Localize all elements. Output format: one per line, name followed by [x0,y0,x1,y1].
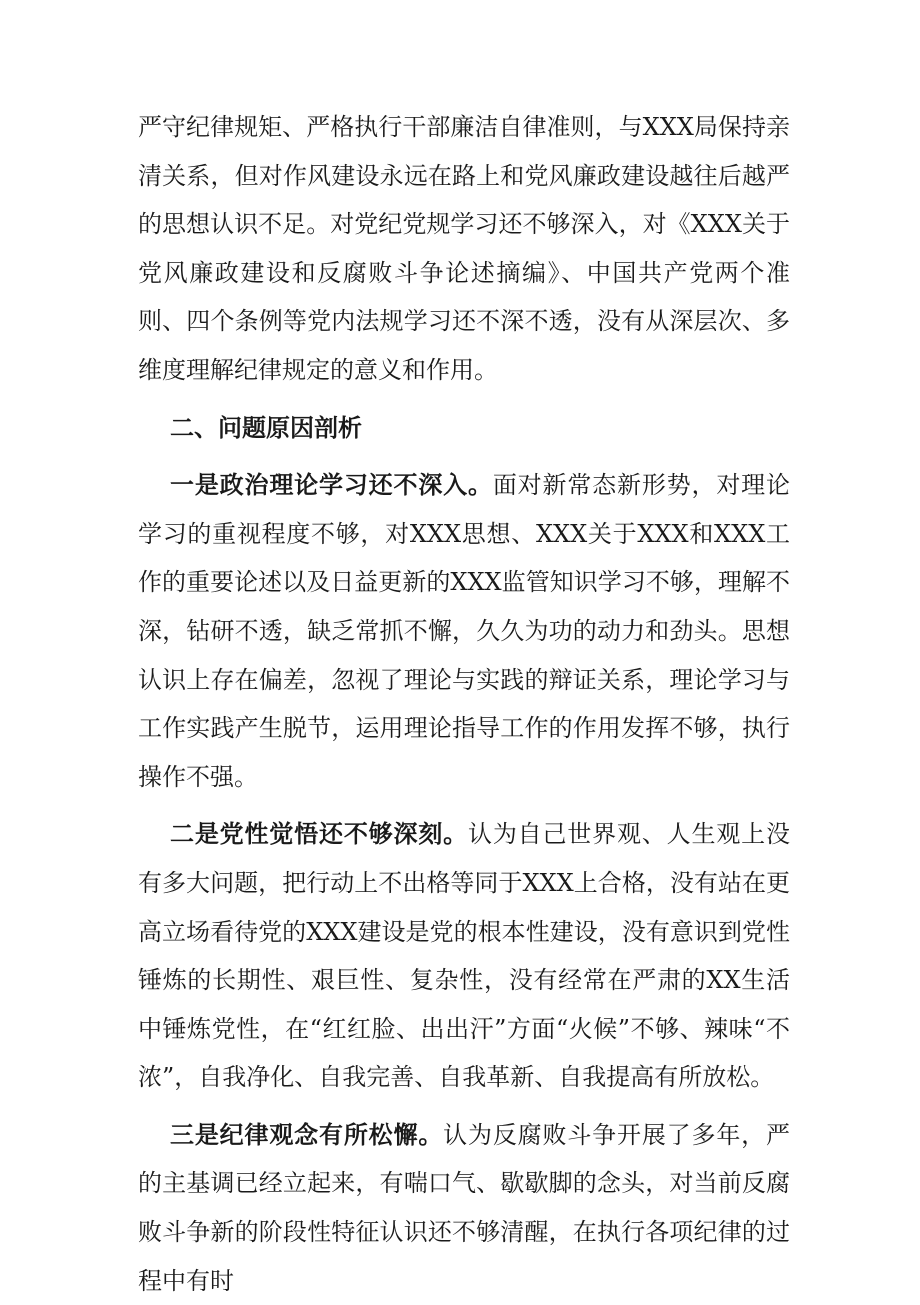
document-body [138,103,790,1305]
point-lead-1: 一是政治理论学习还不深入。 [170,471,493,500]
point-paragraph-1 [138,461,790,801]
point-paragraph-2 [138,810,790,1102]
point-body-2: 认为自己世界观、人生观上没有多大问题，把行动上不出格等同于XXX上合格，没有站在更高立场看待党的XXX建设是党的根本性建设，没有意识到党性锤炼的长期性、艰巨性、复杂性，没有经常在严肃的XX生活中锤炼党性，在“红红脸、出出汗”方面“火候”不够、辣味“不浓”，自我净化、自我完善、自我革新、自我提高有所放松。 [138,820,790,1092]
point-body-1: 面对新常态新形势，对理论学习的重视程度不够，对XXX思想、XXX关于XXX和XXX工作的重要论述以及日益更新的XXX监管知识学习不够，理解不深，钻研不透，缺乏常抓不懈，久久为功的动力和劲头。思想认识上存在偏差，忽视了理论与实践的辩证关系，理论学习与工作实践产生脱节，运用理论指导工作的作用发挥不够，执行操作不强。 [138,471,791,791]
point-paragraph-3 [138,1111,790,1305]
continuation-paragraph: 严守纪律规矩、严格执行干部廉洁自律准则，与XXX局保持亲清关系，但对作风建设永远在路上和党风廉政建设越往后越严的思想认识不足。对党纪党规学习还不够深入，对《XXX关于党风廉政建设和反腐败斗争论述摘编》、中国共产党两个准则、四个条例等党内法规学习还不深不透，没有从深层次、多维度理解纪律规定的意义和作用。 [138,113,790,384]
section-heading: 二、问题原因剖析 [170,413,362,442]
point-body-3: 认为反腐败斗争开展了多年，严的主基调已经立起来，有喘口气、歇歇脚的念头，对当前反腐败斗争新的阶段性特征认识还不够清醒，在执行各项纪律的过程中有时 [138,1120,791,1295]
point-lead-3: 三是纪律观念有所松懈。 [170,1120,444,1149]
point-lead-2: 二是党性觉悟还不够深刻。 [170,820,468,849]
